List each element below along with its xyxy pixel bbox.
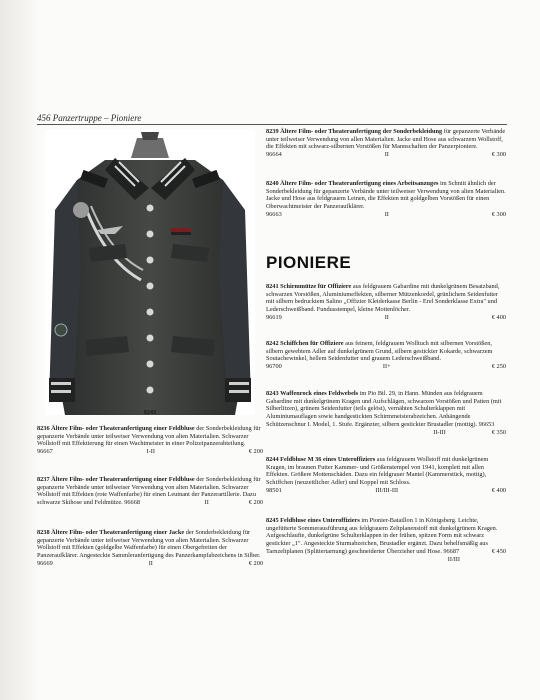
lot-title: Waffenrock eines Feldwebels: [280, 390, 359, 397]
button: [147, 309, 154, 316]
lot-number: 8236: [37, 425, 50, 432]
lanyard-badge: [73, 202, 89, 218]
lot-ref: 96667: [37, 448, 53, 456]
collar-liner: [131, 138, 169, 158]
tunic-illustration: [45, 130, 255, 415]
lot-description: im Schnitt ähnlich der Sonderbekleidung für gepanzerte Verbände unter teilweiser Verwendung von alten Materialien. Jacke und Hose aus feldgrauem Leinen, die Effekten mit goldgelben Vorstößen für einen Oberwachtmeister der Panzeraufklärer.: [266, 180, 506, 211]
running-header: [37, 113, 141, 123]
lot-price: € 200: [248, 499, 263, 507]
lot-number: 8245: [266, 517, 279, 524]
lot-entry: [37, 476, 263, 507]
button: [147, 335, 154, 342]
lot-ref: 96664: [266, 151, 282, 159]
lot-entry: [266, 390, 506, 436]
ribbon-bar: [171, 228, 191, 232]
lot-grade: II: [384, 210, 389, 218]
lot-grade: II: [148, 559, 153, 567]
lot-title: Ältere Film- oder Theateranfertigung eines Arbeitsanzuges: [280, 180, 439, 187]
lot-entry: [37, 425, 263, 456]
lot-number: 8238: [37, 529, 50, 536]
lot-entry: [37, 529, 263, 568]
lot-description: aus feldgrauem Wollstoff mit dunkelgrünem Kragen, im braunen Futter Kammer- und Größenstempel von 1941, komplett mit allen Effekten. Größere Mottenschäden. Dazu ein feldgrauer Mantel (Kammerstück, mottig), Schiffchen (neuzeitlicher Adler) und Koppel mit Schloss.: [266, 456, 489, 487]
lot-price: € 300: [491, 210, 506, 218]
photo-caption: 8243: [144, 410, 156, 416]
lot-price: € 200: [248, 448, 263, 456]
lot-price: € 450: [491, 547, 506, 555]
lot-grade: I-II: [146, 448, 155, 456]
lot-number: 8242: [266, 340, 279, 347]
lot-ref: 96619: [266, 313, 282, 321]
lot-number: 8241: [266, 283, 279, 290]
lot-grade: II: [384, 313, 389, 321]
button: [147, 231, 154, 238]
button: [147, 361, 154, 368]
lot-description: aus feinem, feldgrauem Wolltuch mit silbernen Vorstößen, silbern gewebtem Adler auf dunkelgrünem Grund, silbern gestickter Kokarde, schwarzem Soutachewinkel, hellem Seidenfutter und grauem Lederschweißband.: [266, 340, 493, 363]
lot-price: € 250: [491, 363, 506, 371]
lot-grade: II/III: [447, 555, 460, 563]
lot-price: € 400: [491, 486, 506, 494]
uniform-photo: [45, 130, 255, 415]
lot-ref: 98501: [266, 486, 282, 494]
lot-title: Ältere Film- oder Theateranfertigung einer Jacke: [51, 529, 185, 536]
lot-grade: II+: [382, 363, 391, 371]
lot-description: der Sonderbekleidung für gepanzerte Verbände unter teilweiser Verwendung von alten Materialien. Schwarzer Wollstoff mit Effekten (rote Waffenfarbe) für einen Leutnant der Panzerartillerie. Dazu schwarze Skihose und Feldmütze. 96668: [37, 476, 261, 507]
lot-ref: 96700: [266, 363, 282, 371]
lot-description: im Pionier-Bataillon 1 in Königsberg. Leichte, ungefütterte Sommerausführung aus feldgrauem Zeltplanenstoff mit dunkelgrünem Kragen. Aufgeschlaufte, dunkelgrüne Schulterklappen in der frühen, spitzen Form mit schwarz gestickter „1". Angesteckte Sturmabzeichen, Brustadler ergänzt. Dazu behelfsmäßig aus Tarnzeltplanen (Splittertarnung) geschneiderter Überzieher und Hose. 96687: [266, 517, 498, 555]
lot-description: aus feldgrauem Gabardine mit dunkelgrünem Besatzband, schwarzen Vorstößen, Aluminiumeffekten, silberner Mützenkordel, grünlichem Seidenfutter mit silbern bedrucktem Salino „Offizier Kleiderkasse Berlin - Erel Sonderklasse Extra" und Lederschweißband. Fundusstempel, kleine Mottenlöcher.: [266, 283, 500, 314]
lot-ref: 96663: [266, 210, 282, 218]
lot-number: 8244: [266, 456, 279, 463]
button: [147, 283, 154, 290]
lot-entry: [266, 128, 506, 159]
lot-price: € 200: [248, 559, 263, 567]
lot-entry: [266, 456, 506, 495]
section-heading: PIONIERE: [266, 253, 352, 272]
lot-entry: [266, 180, 506, 219]
lot-number: 8243: [266, 390, 279, 397]
sleeve-badge: [55, 324, 67, 336]
section-label: Panzertruppe – Pioniere: [52, 113, 142, 123]
lot-title: Ältere Film- oder Theateranfertigung einer Feldbluse: [51, 425, 195, 432]
lot-title: Ältere Film- oder Theateranfertigung der Sonderbekleidung: [280, 128, 443, 135]
lot-ref: 96669: [37, 559, 53, 567]
lot-number: 8240: [266, 180, 279, 187]
page-number: 456: [37, 113, 51, 123]
button: [147, 257, 154, 264]
lot-price: € 300: [491, 151, 506, 159]
button: [147, 387, 154, 394]
lot-description: der Sonderbekleidung für gepanzerte Verbände unter teilweiser Verwendung von alten Materialien. Schwarzer Wollstoff mit Effektierung für einen Wachtmeister in einer Polizeipanzerabteilung.: [37, 425, 261, 448]
lot-entry: [266, 517, 506, 563]
button: [147, 205, 154, 212]
lot-price: € 400: [491, 313, 506, 321]
lot-grade: II-III: [433, 428, 446, 436]
hanger-top: [141, 132, 159, 140]
lot-entry: [266, 340, 506, 371]
lot-description: im Pio Btl. 29, in Hann. Münden aus feldgrauem Gabardine mit dunkelgrünem Kragen und Aufschlägen, schwarzen Vorstößen und Patten (mit Silberlitzen), grünem Seidenfutter (teils gelöst), vernähten Schulterklappen mit Aluminiumauflagen sowie handgestickten Schirmmeisterabzeichen. Anhängende Schützenschnur I. Model, 1. Stufe. Ergänzter, silbern gestickter Brustadler (mottig). 96653: [266, 390, 502, 428]
lot-number: 8239: [266, 128, 279, 135]
lot-grade: III/III-III: [375, 486, 399, 494]
lot-title: Feldbluse M 36 eines Unteroffiziers: [280, 456, 376, 463]
lot-number: 8237: [37, 476, 50, 483]
lot-description: der Sonderbekleidung für gepanzerte Verbände unter teilweiser Verwendung von alten Materialien. Schwarzer Wollstoff mit Effekten (goldgelbe Waffenfarbe) für einen Obergefreiten der Panzeraufklärer. Angesteckte Sammleranfertigung des Panzerkampfabzeichens in Silber.: [37, 529, 261, 560]
lot-title: Schiffchen für Offiziere: [280, 340, 344, 347]
lot-grade: II: [204, 499, 209, 507]
header-rule: [37, 124, 507, 125]
lot-entry: [266, 283, 506, 322]
lot-price: € 350: [491, 428, 506, 436]
page-gutter-shadow: [0, 0, 40, 700]
lot-description: für gepanzerte Verbände unter teilweiser Verwendung von allen Materialien. Jacke und Hose aus schwarzem Wollstoff, die Effekten mit schwarz-silbernen Vorstößen für Mannschaften der Panzerpioniere.: [266, 128, 506, 151]
lot-title: Feldbluse eines Unteroffiziers: [280, 517, 360, 524]
lot-title: Ältere Film- oder Theateranfertigung einer Feldbluse: [51, 476, 195, 483]
lot-grade: II: [384, 151, 389, 159]
lot-title: Schirmmütze für Offiziere: [280, 283, 352, 290]
